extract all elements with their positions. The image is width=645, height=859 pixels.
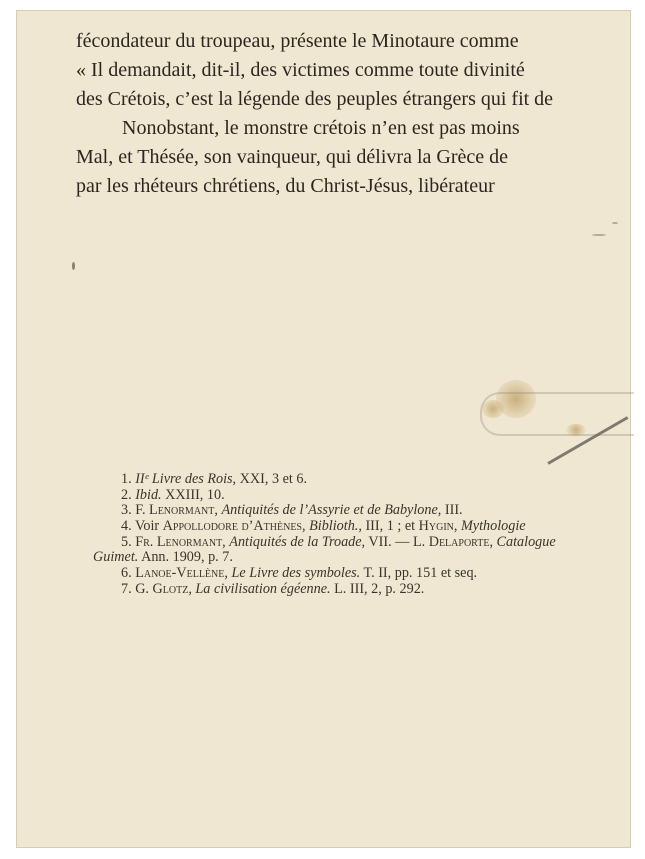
footnote-title: La civilisation égéenne.: [195, 580, 331, 597]
body-text: [76, 27, 632, 201]
body-line: par les rhéteurs chrétiens, du Christ-Jésus, libérateur: [76, 175, 495, 197]
footnote-2: [93, 488, 632, 504]
footnote-title: Le Livre des symboles.: [231, 565, 361, 582]
footnote-title: IIᵉ Livre des Rois,: [135, 472, 237, 487]
footnote-rest: Ann. 1909, p. 7.: [138, 549, 233, 566]
footnote-6: [93, 566, 632, 582]
footnote-rest: T. II, pp. 151 et seq.: [360, 565, 478, 582]
footnote-number: 2.: [121, 486, 132, 503]
body-line: fécondateur du troupeau, présente le Minotaure comme: [76, 30, 519, 52]
body-line: « Il demandait, dit-il, des victimes comme toute divinité: [76, 59, 525, 81]
footnote-1: [93, 472, 632, 488]
footnotes: [93, 472, 632, 598]
footnote-rest: III.: [441, 502, 463, 519]
footnote-pre: Voir: [134, 518, 163, 535]
footnote-mid: VII. —: [365, 533, 413, 550]
footnote-number: 5.: [121, 533, 132, 550]
footnote-7: [93, 582, 632, 598]
footnote-author: F. Lenormant,: [135, 502, 218, 519]
footnote-title: Antiquités de la Troade,: [229, 533, 366, 550]
footnote-number: 3.: [121, 502, 132, 519]
footnote-author: Hygin,: [418, 518, 458, 535]
footnote-number: 4.: [121, 518, 132, 535]
footnote-title: Catalogue: [493, 533, 556, 550]
footnote-mid: III, 1 ; et: [361, 518, 419, 535]
paper-fold-mark: [480, 392, 634, 436]
footnote-rest: XXIII, 10.: [161, 486, 225, 503]
footnote-number: 7.: [121, 580, 132, 597]
footnote-4: [93, 519, 632, 535]
ink-speck: [612, 222, 618, 224]
body-line: Mal, et Thésée, son vainqueur, qui délivra la Grèce de: [76, 146, 509, 168]
footnote-title: Mythologie: [457, 518, 526, 535]
footnote-author: Fr. Lenormant,: [135, 533, 226, 550]
footnote-5-continued: [93, 550, 632, 566]
footnote-title: Biblioth.,: [309, 518, 362, 535]
footnote-number: 6.: [121, 565, 132, 582]
body-line: Nonobstant, le monstre crétois n’en est pas moins: [122, 117, 520, 139]
footnote-author: Appollodore d’Athènes,: [162, 518, 306, 535]
footnote-author: L. Delaporte,: [412, 533, 493, 550]
footnote-author: G. Glotz,: [135, 580, 192, 597]
footnote-author: Lanoe-Vellène,: [135, 565, 228, 582]
footnote-title: Antiquités de l’Assyrie et de Babylone,: [221, 502, 442, 519]
footnote-3: [93, 503, 632, 519]
footnote-rest: XXI, 3 et 6.: [236, 472, 308, 487]
ink-speck: [592, 234, 606, 236]
ink-speck: [72, 262, 75, 270]
footnote-number: 1.: [121, 472, 132, 487]
body-line: des Crétois, c’est la légende des peuples étrangers qui fit de: [76, 88, 554, 110]
footnote-rest: L. III, 2, p. 292.: [330, 580, 425, 597]
footnote-5: [93, 535, 632, 551]
footnote-title: Guimet.: [93, 549, 139, 566]
footnote-title: Ibid.: [135, 486, 162, 503]
